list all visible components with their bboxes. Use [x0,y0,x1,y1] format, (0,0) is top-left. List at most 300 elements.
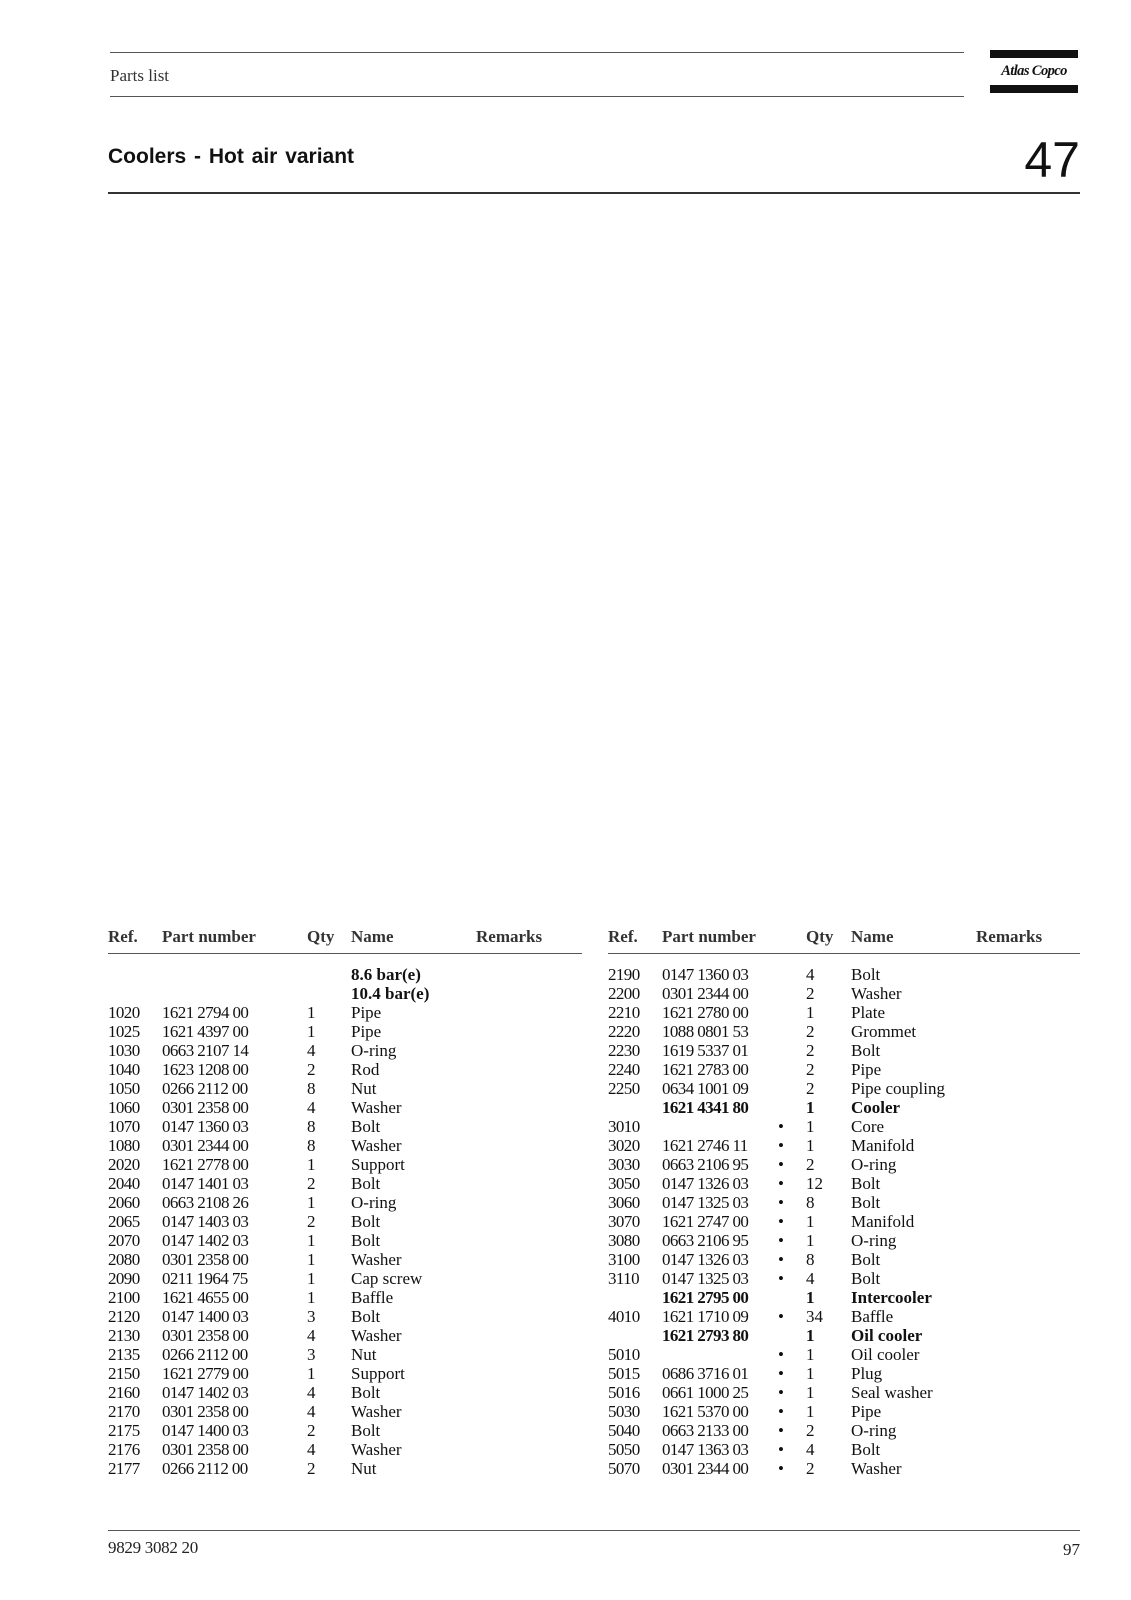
qty-cell: 34 [806,1307,823,1326]
table-row [108,1174,582,1193]
part-number-cell: 0147 1360 03 [662,965,749,984]
name-cell: Washer [351,1250,402,1269]
name-cell: Washer [351,1136,402,1155]
ref-cell: 2135 [108,1345,140,1364]
qty-cell: 1 [307,1193,316,1212]
qty-cell: 1 [307,1155,316,1174]
kit-bullet: • [778,1345,784,1364]
qty-cell: 1 [806,1364,815,1383]
name-cell: O-ring [851,1155,897,1174]
table-row [608,1364,1080,1383]
qty-cell: 2 [307,1174,316,1193]
name-cell: Support [351,1364,405,1383]
page-number: 97 [1063,1540,1080,1559]
qty-cell: 1 [806,1117,815,1136]
qty-cell: 8 [307,1136,316,1155]
name-cell: Plug [851,1364,883,1383]
logo-bottom-bar [990,85,1078,93]
name-cell: Manifold [851,1212,915,1231]
name-cell: Bolt [351,1383,381,1402]
qty-cell: 1 [307,1288,316,1307]
table-row [608,1326,1080,1345]
qty-cell: 1 [307,1269,316,1288]
part-number-cell: 1621 2747 00 [662,1212,749,1231]
ref-cell: 2070 [108,1231,140,1250]
name-cell: Pipe [351,1003,382,1022]
name-cell: Pipe coupling [851,1079,945,1098]
col-header-remarks: Remarks [476,927,543,946]
part-number-cell: 1623 1208 00 [162,1060,249,1079]
name-cell: Bolt [351,1421,381,1440]
ref-cell: 2220 [608,1022,640,1041]
ref-cell: 2100 [108,1288,140,1307]
kit-bullet: • [778,1212,784,1231]
qty-cell: 1 [806,1003,815,1022]
part-number-cell: 1621 2783 00 [662,1060,749,1079]
ref-cell: 5030 [608,1402,640,1421]
logo-top-bar [990,50,1078,58]
kit-bullet: • [778,1269,784,1288]
ref-cell: 2177 [108,1459,140,1478]
table-row [608,1003,1080,1022]
part-number-cell: 0634 1001 09 [662,1079,749,1098]
part-number-cell: 0301 2358 00 [162,1250,249,1269]
col-header-qty: Qty [307,927,335,946]
ref-cell: 2090 [108,1269,140,1288]
table-row [108,1060,582,1079]
part-number-cell: 0147 1325 03 [662,1269,749,1288]
name-cell: Bolt [351,1231,381,1250]
table-row [108,1231,582,1250]
qty-cell: 2 [307,1060,316,1079]
part-number-cell: 0301 2358 00 [162,1402,249,1421]
name-cell: Baffle [351,1288,394,1307]
table-row [108,1421,582,1440]
ref-cell: 2120 [108,1307,140,1326]
table-row [108,1155,582,1174]
name-cell: Bolt [351,1212,381,1231]
qty-cell: 4 [806,1269,815,1288]
col-header-name: Name [851,927,894,946]
part-number-cell: 0266 2112 00 [162,1345,248,1364]
name-cell: Nut [351,1345,377,1364]
name-cell: O-ring [851,1421,897,1440]
col-header-name: Name [351,927,394,946]
qty-cell: 8 [806,1250,815,1269]
name-cell: 10.4 bar(e) [351,984,430,1003]
part-number-cell: 0301 2344 00 [662,1459,749,1478]
part-number-cell: 0266 2112 00 [162,1459,248,1478]
part-number-cell: 0663 2106 95 [662,1231,749,1250]
part-number-cell: 0147 1326 03 [662,1250,749,1269]
qty-cell: 8 [307,1117,316,1136]
part-number-cell: 0301 2358 00 [162,1326,249,1345]
qty-cell: 2 [806,1155,815,1174]
ref-cell: 3070 [608,1212,640,1231]
name-cell: Pipe [351,1022,382,1041]
table-row [108,1440,582,1459]
ref-cell: 5070 [608,1459,640,1478]
name-cell: Washer [351,1402,402,1421]
table-row [608,1440,1080,1459]
ref-cell: 2240 [608,1060,640,1079]
qty-cell: 1 [307,1250,316,1269]
table-row [608,1212,1080,1231]
kit-bullet: • [778,1155,784,1174]
qty-cell: 4 [307,1098,316,1117]
name-cell: Bolt [851,1269,881,1288]
table-row [108,1136,582,1155]
kit-bullet: • [778,1174,784,1193]
ref-cell: 1070 [108,1117,140,1136]
table-row [108,1288,582,1307]
table-row [608,1060,1080,1079]
ref-cell: 1030 [108,1041,140,1060]
ref-cell: 5040 [608,1421,640,1440]
document-number: 9829 3082 20 [108,1538,198,1557]
col-header-part-number: Part number [662,927,756,946]
table-row [608,1421,1080,1440]
part-number-cell: 0301 2344 00 [662,984,749,1003]
qty-cell: 2 [806,1022,815,1041]
part-number-cell: 1621 2746 11 [662,1136,748,1155]
name-cell: Washer [351,1326,402,1345]
qty-cell: 4 [307,1440,316,1459]
ref-cell: 1080 [108,1136,140,1155]
ref-cell: 2175 [108,1421,140,1440]
name-cell: Rod [351,1060,380,1079]
name-cell: Oil cooler [851,1326,923,1345]
ref-cell: 2065 [108,1212,140,1231]
part-number-cell: 1621 2794 00 [162,1003,249,1022]
table-row [108,1307,582,1326]
ref-cell: 1050 [108,1079,140,1098]
name-cell: Washer [351,1098,402,1117]
table-row [108,1193,582,1212]
qty-cell: 1 [806,1136,815,1155]
table-row [108,965,582,984]
name-cell: Cooler [851,1098,901,1117]
part-number-cell: 0266 2112 00 [162,1079,248,1098]
name-cell: Washer [851,984,902,1003]
part-number-cell: 0211 1964 75 [162,1269,248,1288]
qty-cell: 1 [307,1003,316,1022]
col-header-part-number: Part number [162,927,256,946]
qty-cell: 4 [307,1326,316,1345]
ref-cell: 1060 [108,1098,140,1117]
name-cell: Washer [351,1440,402,1459]
ref-cell: 3010 [608,1117,640,1136]
table-row [608,1402,1080,1421]
part-number-cell: 0663 2108 26 [162,1193,249,1212]
name-cell: Bolt [851,1193,881,1212]
qty-cell: 1 [806,1402,815,1421]
name-cell: Support [351,1155,405,1174]
name-cell: Bolt [351,1117,381,1136]
name-cell: Manifold [851,1136,915,1155]
table-row [608,1079,1080,1098]
qty-cell: 2 [307,1212,316,1231]
part-number-cell: 1088 0801 53 [662,1022,749,1041]
name-cell: Plate [851,1003,885,1022]
qty-cell: 2 [806,1421,815,1440]
table-row [608,1459,1080,1478]
part-number-cell: 0147 1325 03 [662,1193,749,1212]
part-number-cell: 0147 1326 03 [662,1174,749,1193]
table-row [108,1326,582,1345]
kit-bullet: • [778,1459,784,1478]
ref-cell: 2170 [108,1402,140,1421]
part-number-cell: 1621 4341 80 [662,1098,749,1117]
kit-bullet: • [778,1440,784,1459]
name-cell: O-ring [851,1231,897,1250]
name-cell: Cap screw [351,1269,423,1288]
qty-cell: 1 [806,1383,815,1402]
table-row [608,1269,1080,1288]
part-number-cell: 0147 1360 03 [162,1117,249,1136]
name-cell: Bolt [851,1250,881,1269]
part-number-cell: 1621 2780 00 [662,1003,749,1022]
ref-cell: 2230 [608,1041,640,1060]
ref-cell: 2190 [608,965,640,984]
table-header [108,922,582,954]
col-header-remarks: Remarks [976,927,1043,946]
table-row [108,1079,582,1098]
ref-cell: 3110 [608,1269,639,1288]
table-row [608,1231,1080,1250]
table-row [608,965,1080,984]
part-number-cell: 0147 1402 03 [162,1383,249,1402]
qty-cell: 1 [806,1212,815,1231]
table-row [608,1174,1080,1193]
kit-bullet: • [778,1136,784,1155]
kit-bullet: • [778,1250,784,1269]
part-number-cell: 1621 1710 09 [662,1307,749,1326]
ref-cell: 3030 [608,1155,640,1174]
qty-cell: 1 [806,1098,815,1117]
qty-cell: 3 [307,1307,316,1326]
part-number-cell: 0661 1000 25 [662,1383,749,1402]
kit-bullet: • [778,1383,784,1402]
part-number-cell: 0147 1403 03 [162,1212,249,1231]
table-row [108,1117,582,1136]
ref-cell: 2176 [108,1440,140,1459]
part-number-cell: 0147 1400 03 [162,1421,249,1440]
header-top-rule [110,52,964,53]
name-cell: Bolt [351,1174,381,1193]
table-row [108,1269,582,1288]
name-cell: Intercooler [851,1288,932,1307]
part-number-cell: 0663 2106 95 [662,1155,749,1174]
qty-cell: 1 [307,1364,316,1383]
table-row [608,984,1080,1003]
name-cell: Bolt [851,1174,881,1193]
part-number-cell: 0147 1400 03 [162,1307,249,1326]
table-row [108,1345,582,1364]
part-number-cell: 0147 1402 03 [162,1231,249,1250]
table-row [608,1117,1080,1136]
part-number-cell: 1621 5370 00 [662,1402,749,1421]
ref-cell: 2250 [608,1079,640,1098]
part-number-cell: 0147 1401 03 [162,1174,249,1193]
name-cell: O-ring [351,1193,397,1212]
section-rule [108,192,1080,194]
table-row [608,1136,1080,1155]
header-bottom-rule [110,96,964,97]
part-number-cell: 0686 3716 01 [662,1364,749,1383]
name-cell: Core [851,1117,885,1136]
ref-cell: 1020 [108,1003,140,1022]
table-row [608,1155,1080,1174]
qty-cell: 2 [307,1459,316,1478]
part-number-cell: 1621 4655 00 [162,1288,249,1307]
section-number: 47 [1024,132,1080,188]
qty-cell: 3 [307,1345,316,1364]
ref-cell: 5015 [608,1364,640,1383]
part-number-cell: 1621 4397 00 [162,1022,249,1041]
ref-cell: 4010 [608,1307,640,1326]
table-header [608,922,1080,954]
table-row [608,1383,1080,1402]
kit-bullet: • [778,1307,784,1326]
part-number-cell: 1621 2779 00 [162,1364,249,1383]
ref-cell: 3020 [608,1136,640,1155]
qty-cell: 1 [806,1231,815,1250]
table-row [108,1212,582,1231]
ref-cell: 2130 [108,1326,140,1345]
ref-cell: 5016 [608,1383,640,1402]
table-row [608,1022,1080,1041]
part-number-cell: 0663 2133 00 [662,1421,749,1440]
atlas-copco-logo [990,50,1078,93]
section-title: Coolers - Hot air variant [108,145,355,168]
ref-cell: 3080 [608,1231,640,1250]
table-body [108,954,582,1478]
ref-cell: 5050 [608,1440,640,1459]
qty-cell: 1 [806,1288,815,1307]
logo-wordmark: Atlas Copco [1001,63,1067,79]
qty-cell: 1 [806,1326,815,1345]
name-cell: Oil cooler [851,1345,920,1364]
qty-cell: 4 [806,1440,815,1459]
ref-cell: 2020 [108,1155,140,1174]
name-cell: Grommet [851,1022,917,1041]
qty-cell: 2 [806,984,815,1003]
part-number-cell: 1621 2793 80 [662,1326,749,1345]
name-cell: Seal washer [851,1383,933,1402]
name-cell: O-ring [351,1041,397,1060]
name-cell: Pipe [851,1060,882,1079]
qty-cell: 4 [307,1402,316,1421]
table-row [108,1250,582,1269]
name-cell: Washer [851,1459,902,1478]
col-header-ref: Ref. [108,927,138,946]
ref-cell: 1025 [108,1022,140,1041]
kit-bullet: • [778,1364,784,1383]
kit-bullet: • [778,1421,784,1440]
qty-cell: 2 [806,1459,815,1478]
ref-cell: 3060 [608,1193,640,1212]
ref-cell: 2080 [108,1250,140,1269]
table-row [608,1288,1080,1307]
name-cell: Bolt [851,1041,881,1060]
table-row [108,1402,582,1421]
qty-cell: 4 [806,965,815,984]
footer-rule [108,1530,1080,1531]
table-row [108,1383,582,1402]
qty-cell: 1 [307,1231,316,1250]
part-number-cell: 0301 2358 00 [162,1440,249,1459]
part-number-cell: 0301 2358 00 [162,1098,249,1117]
part-number-cell: 0301 2344 00 [162,1136,249,1155]
kit-bullet: • [778,1402,784,1421]
qty-cell: 12 [806,1174,823,1193]
qty-cell: 2 [806,1079,815,1098]
table-row [108,1364,582,1383]
name-cell: 8.6 bar(e) [351,965,421,984]
qty-cell: 4 [307,1041,316,1060]
table-row [108,1459,582,1478]
table-row [608,1250,1080,1269]
qty-cell: 1 [806,1345,815,1364]
ref-cell: 3050 [608,1174,640,1193]
table-row [608,1193,1080,1212]
qty-cell: 8 [806,1193,815,1212]
kit-bullet: • [778,1193,784,1212]
table-row [108,1041,582,1060]
header-label: Parts list [110,66,170,85]
table-row [608,1041,1080,1060]
table-row [108,1098,582,1117]
part-number-cell: 0663 2107 14 [162,1041,249,1060]
table-row [608,1345,1080,1364]
table-row [108,984,582,1003]
ref-cell: 2060 [108,1193,140,1212]
parts-table-right [608,922,1080,1478]
name-cell: Nut [351,1459,377,1478]
name-cell: Pipe [851,1402,882,1421]
table-row [608,1098,1080,1117]
ref-cell: 1040 [108,1060,140,1079]
name-cell: Bolt [851,965,881,984]
table-body [608,954,1080,1478]
table-row [108,1003,582,1022]
ref-cell: 3100 [608,1250,640,1269]
table-row [108,1022,582,1041]
name-cell: Bolt [351,1307,381,1326]
ref-cell: 2210 [608,1003,640,1022]
name-cell: Bolt [851,1440,881,1459]
part-number-cell: 1621 2778 00 [162,1155,249,1174]
col-header-ref: Ref. [608,927,638,946]
ref-cell: 5010 [608,1345,640,1364]
qty-cell: 4 [307,1383,316,1402]
qty-cell: 2 [806,1060,815,1079]
col-header-qty: Qty [806,927,834,946]
part-number-cell: 0147 1363 03 [662,1440,749,1459]
ref-cell: 2160 [108,1383,140,1402]
part-number-cell: 1621 2795 00 [662,1288,749,1307]
ref-cell: 2200 [608,984,640,1003]
qty-cell: 8 [307,1079,316,1098]
ref-cell: 2150 [108,1364,140,1383]
kit-bullet: • [778,1117,784,1136]
kit-bullet: • [778,1231,784,1250]
table-row [608,1307,1080,1326]
qty-cell: 1 [307,1022,316,1041]
parts-table-left [108,922,582,1478]
qty-cell: 2 [806,1041,815,1060]
